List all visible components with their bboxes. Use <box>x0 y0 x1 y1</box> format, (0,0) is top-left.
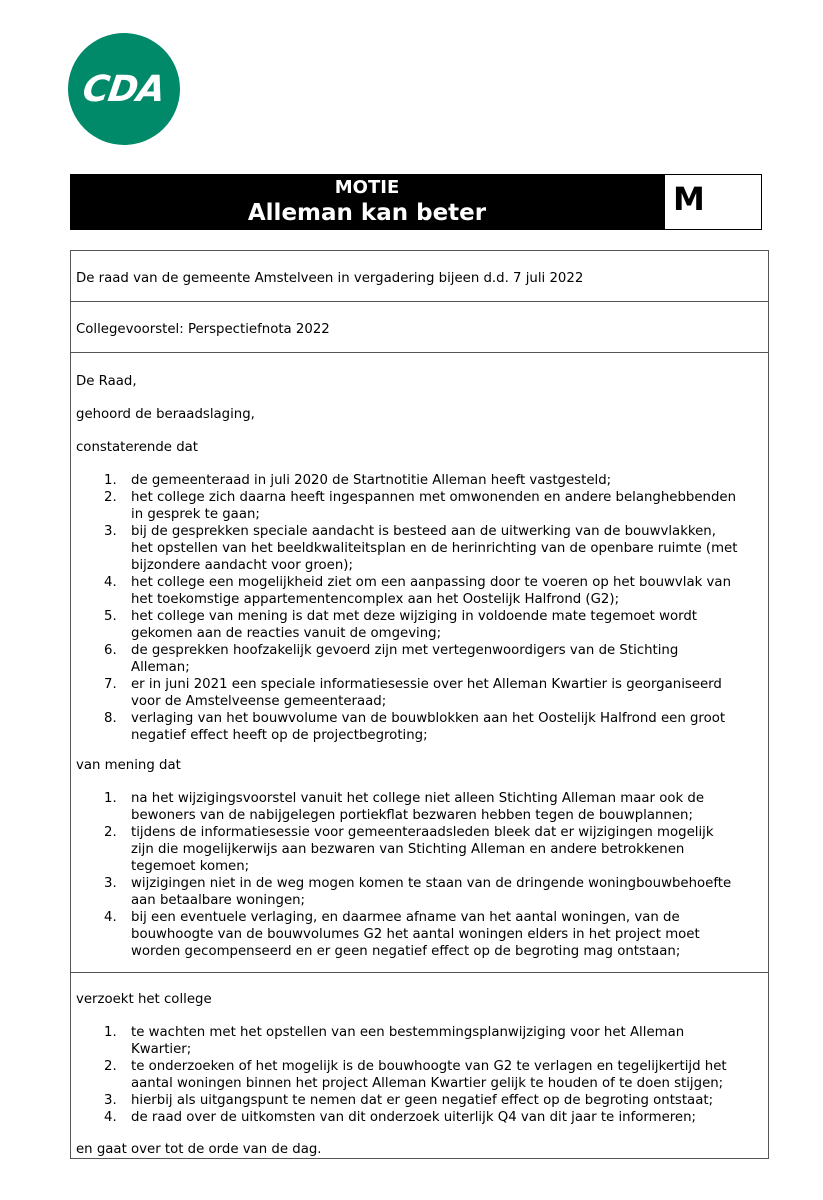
request-list <box>76 1024 766 1126</box>
list-item-line: de gesprekken hoofzakelijk gevoerd zijn met vertegenwoordigers van de Stichting <box>131 643 679 658</box>
list-item-line: de raad over de uitkomsten van dit onderzoek uiterlijk Q4 van dit jaar te informeren; <box>131 1110 697 1125</box>
list-item-line: het college een mogelijkheid ziet om een aanpassing door te voeren op het bouwvlak van <box>131 575 732 590</box>
list-item-number: 1. <box>104 791 117 806</box>
list-item-number: 5. <box>104 609 117 624</box>
list-item <box>76 608 766 642</box>
list-item <box>76 523 766 574</box>
list-item-number: 3. <box>104 876 117 891</box>
list-item-line: tijdens de informatiesessie voor gemeenteraadsleden bleek dat er wijzigingen mogelijk <box>131 825 714 840</box>
divider <box>70 301 769 302</box>
list-item-number: 4. <box>104 910 117 925</box>
list-item-line: het college van mening is dat met deze wijziging in voldoende mate tegemoet wordt <box>131 609 697 624</box>
meeting-intro: De raad van de gemeente Amstelveen in vergadering bijeen d.d. 7 juli 2022 <box>76 271 584 286</box>
list-item-line: gekomen aan de reacties vanuit de omgeving; <box>131 626 442 641</box>
list-item-line: wijzigingen niet in de weg mogen komen te staan van de dringende woningbouwbehoefte <box>131 876 732 891</box>
list-item <box>76 574 766 608</box>
divider <box>70 352 769 353</box>
document-title: Alleman kan beter <box>247 200 487 226</box>
list-item-line: bijzondere aandacht voor groen); <box>131 558 353 573</box>
list-item <box>76 710 766 744</box>
list-item <box>76 489 766 523</box>
divider <box>70 972 769 973</box>
list-item-number: 1. <box>104 1025 117 1040</box>
list-item-number: 6. <box>104 643 117 658</box>
title-bar <box>70 174 664 230</box>
list-item-line: de gemeenteraad in juli 2020 de Startnotitie Alleman heeft vastgesteld; <box>131 473 612 488</box>
list-item-line: bouwhoogte van de bouwvolumes G2 het aantal woningen elders in het project moet <box>131 927 700 942</box>
list-item-number: 4. <box>104 575 117 590</box>
list-item-line: aan betaalbare woningen; <box>131 893 306 908</box>
salutation: De Raad, <box>76 374 137 389</box>
list-item-line: worden gecompenseerd en er geen negatief effect op de begroting mag ontstaan; <box>131 944 681 959</box>
motion-letter: M <box>673 180 705 218</box>
observing-heading: constaterende dat <box>76 440 198 455</box>
list-item <box>76 1058 766 1092</box>
list-item-line: bij de gesprekken speciale aandacht is besteed aan de uitwerking van de bouwvlakken, <box>131 524 716 539</box>
list-item <box>76 676 766 710</box>
list-item <box>76 642 766 676</box>
opinion-list <box>76 790 766 960</box>
list-item-number: 8. <box>104 711 117 726</box>
list-item-line: het college zich daarna heeft ingespannen met omwonenden en andere belanghebbenden <box>131 490 737 505</box>
list-item-line: het opstellen van het beeldkwaliteitsplan en de herinrichting van de openbare ruimte (met <box>131 541 738 556</box>
list-item-line: in gesprek te gaan; <box>131 507 260 522</box>
closing-line: en gaat over tot de orde van de dag. <box>76 1142 322 1157</box>
list-item-line: het toekomstige appartementencomplex aan het Oostelijk Halfrond (G2); <box>131 592 620 607</box>
request-heading: verzoekt het college <box>76 992 212 1007</box>
list-item <box>76 875 766 909</box>
logo-text: CDA <box>80 68 168 110</box>
list-item-line: hierbij als uitgangspunt te nemen dat er geen negatief effect op de begroting ontstaat; <box>131 1093 714 1108</box>
list-item-line: verlaging van het bouwvolume van de bouwblokken aan het Oostelijk Halfrond een groot <box>131 711 726 726</box>
motion-letter-box <box>664 174 762 230</box>
list-item-line: er in juni 2021 een speciale informatiesessie over het Alleman Kwartier is georganiseerd <box>131 677 722 692</box>
list-item-line: Alleman; <box>131 660 190 675</box>
list-item-number: 1. <box>104 473 117 488</box>
list-item-line: te onderzoeken of het mogelijk is de bouwhoogte van G2 te verlagen en tegelijkertijd het <box>131 1059 727 1074</box>
list-item-line: aantal woningen binnen het project Alleman Kwartier gelijk te houden of te doen stijgen; <box>131 1076 724 1091</box>
list-item-number: 3. <box>104 524 117 539</box>
heard-deliberation: gehoord de beraadslaging, <box>76 407 255 422</box>
list-item-line: negatief effect heeft op de projectbegroting; <box>131 728 428 743</box>
list-item-number: 3. <box>104 1093 117 1108</box>
list-item-line: bij een eventuele verlaging, en daarmee afname van het aantal woningen, van de <box>131 910 680 925</box>
document-type: MOTIE <box>334 177 400 198</box>
list-item-line: tegemoet komen; <box>131 859 250 874</box>
list-item-line: voor de Amstelveense gemeenteraad; <box>131 694 387 709</box>
list-item-number: 7. <box>104 677 117 692</box>
list-item-number: 2. <box>104 490 117 505</box>
list-item-number: 2. <box>104 1059 117 1074</box>
list-item <box>76 1024 766 1058</box>
cda-logo <box>68 33 180 145</box>
list-item <box>76 472 766 489</box>
list-item <box>76 1092 766 1109</box>
list-item-line: Kwartier; <box>131 1042 192 1057</box>
observing-list <box>76 472 766 744</box>
council-proposal: Collegevoorstel: Perspectiefnota 2022 <box>76 322 330 337</box>
list-item-line: te wachten met het opstellen van een bestemmingsplanwijziging voor het Alleman <box>131 1025 685 1040</box>
list-item-number: 4. <box>104 1110 117 1125</box>
list-item <box>76 909 766 960</box>
list-item-number: 2. <box>104 825 117 840</box>
list-item-line: na het wijzigingsvoorstel vanuit het college niet alleen Stichting Alleman maar ook de <box>131 791 705 806</box>
list-item-line: zijn die mogelijkerwijs aan bezwaren van Stichting Alleman en andere betrokkenen <box>131 842 685 857</box>
list-item <box>76 1109 766 1126</box>
opinion-heading: van mening dat <box>76 758 181 773</box>
list-item <box>76 790 766 824</box>
list-item <box>76 824 766 875</box>
list-item-line: bewoners van de nabijgelegen portiekflat bezwaren hebben tegen de bouwplannen; <box>131 808 693 823</box>
